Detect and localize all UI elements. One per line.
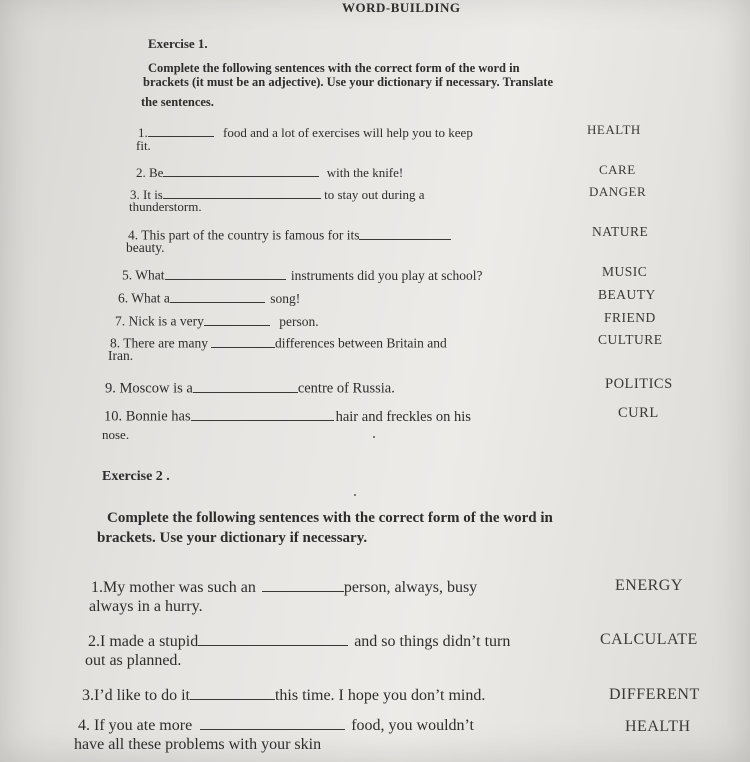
ex1-item-8-continuation: Iran.	[108, 348, 134, 363]
ex1-item-8	[110, 333, 447, 352]
ex1-item-9-number: 9. Moscow is a	[105, 380, 193, 397]
ex1-item-7-root-word: FRIEND	[604, 310, 656, 325]
ex2-item-2-root-word: CALCULATE	[600, 631, 698, 648]
exercise-1-instruction-line-2: brackets (it must be an adjective). Use your dictionary if necessary. Translate	[143, 75, 554, 89]
answer-blank[interactable]	[359, 225, 451, 240]
ex1-item-10-root-word: CURL	[618, 405, 659, 421]
ex2-item-3-text-a: 3.I’d like to do it	[82, 687, 190, 704]
ex1-item-6-number: 6. What a	[118, 290, 170, 306]
ex2-item-3-text-b: this time. I hope you don’t mind.	[274, 687, 486, 704]
answer-blank[interactable]	[198, 629, 348, 646]
answer-blank[interactable]	[211, 333, 275, 348]
ex1-item-6	[118, 288, 300, 307]
ex1-item-8-text: differences between Britain and	[274, 335, 447, 351]
ex1-item-10-text: hair and freckles on his	[335, 408, 471, 425]
ex2-item-4	[78, 713, 474, 735]
ex1-item-2-number: 2. Be	[136, 165, 164, 180]
answer-blank[interactable]	[200, 713, 345, 730]
ex2-item-4-continuation: have all these problems with your skin	[74, 736, 322, 753]
paper-speck	[373, 436, 375, 438]
exercise-1-heading: Exercise 1.	[148, 36, 208, 51]
answer-blank[interactable]	[204, 311, 270, 326]
ex2-item-4-text-a: 4. If you ate more	[78, 717, 193, 734]
ex2-item-2	[88, 629, 510, 651]
exercise-2-instruction-line-1: Complete the following sentences with the correct form of the word in	[107, 510, 553, 526]
ex1-item-2	[136, 163, 403, 181]
ex1-item-9	[105, 377, 395, 398]
ex2-item-2-text-a: 2.I made a stupid	[88, 633, 199, 650]
ex1-item-7-number: 7. Nick is a very	[115, 313, 204, 329]
ex1-item-1	[138, 123, 473, 141]
ex1-item-10-number: 10. Bonnie has	[104, 408, 191, 425]
ex1-item-1-number: 1.	[138, 125, 148, 140]
ex1-item-3-root-word: DANGER	[589, 184, 647, 199]
ex2-item-4-text-b: food, you wouldn’t	[351, 717, 474, 734]
ex2-item-1-root-word: ENERGY	[615, 577, 683, 594]
answer-blank[interactable]	[163, 163, 319, 177]
answer-blank[interactable]	[148, 123, 214, 137]
ex1-item-3-continuation: thunderstorm.	[129, 199, 202, 214]
ex1-item-5-text: instruments did you play at school?	[290, 267, 483, 283]
ex1-item-6-text: song!	[270, 290, 301, 306]
ex2-item-3	[82, 683, 485, 705]
ex2-item-1-text-b: person, always, busy	[343, 579, 478, 596]
ex1-item-4-continuation: beauty.	[126, 240, 165, 255]
answer-blank[interactable]	[165, 265, 286, 280]
ex2-item-4-root-word: HEALTH	[625, 718, 691, 735]
ex1-item-1-continuation: fit.	[136, 138, 151, 153]
paper-speck	[354, 494, 356, 496]
answer-blank[interactable]	[193, 377, 298, 393]
answer-blank[interactable]	[163, 185, 321, 199]
page-title: WORD-BUILDING	[342, 0, 461, 15]
ex2-item-2-continuation: out as planned.	[85, 652, 182, 669]
ex2-item-2-text-b: and so things didn’t turn	[354, 633, 511, 650]
ex2-item-3-root-word: DIFFERENT	[609, 686, 700, 703]
ex1-item-10-continuation: nose.	[102, 427, 130, 442]
answer-blank[interactable]	[170, 288, 265, 303]
ex1-item-10	[104, 405, 471, 426]
ex1-item-5-root-word: MUSIC	[602, 264, 648, 279]
ex2-item-1-text-a: 1.My mother was such an	[91, 579, 256, 596]
ex2-item-1	[91, 575, 477, 597]
answer-blank[interactable]	[262, 575, 344, 592]
ex1-item-8-number: 8. There are many	[110, 335, 208, 351]
ex1-item-6-root-word: BEAUTY	[598, 287, 656, 302]
ex1-item-2-text: with the knife!	[326, 165, 404, 180]
exercise-1-instruction-line-3: the sentences.	[141, 95, 214, 109]
exercise-2-instruction-line-2: brackets. Use your dictionary if necessary.	[97, 530, 368, 546]
ex1-item-1-text: food and a lot of exercises will help you to keep	[223, 125, 473, 140]
ex1-item-7	[115, 311, 319, 330]
ex1-item-9-root-word: POLITICS	[605, 376, 673, 392]
ex1-item-5	[122, 265, 482, 284]
answer-blank[interactable]	[190, 683, 275, 700]
ex1-item-3-text: to stay out during a	[324, 187, 425, 202]
exercise-2-heading: Exercise 2 .	[102, 469, 170, 484]
ex1-item-8-root-word: CULTURE	[598, 332, 663, 347]
answer-blank[interactable]	[191, 405, 334, 421]
ex1-item-5-number: 5. What	[122, 267, 165, 283]
ex1-item-3-number: 3. It is	[130, 187, 163, 202]
ex1-item-1-root-word: HEALTH	[587, 122, 641, 137]
ex1-item-7-text: person.	[279, 313, 319, 329]
ex1-item-2-root-word: CARE	[599, 162, 636, 177]
ex1-item-4-root-word: NATURE	[592, 224, 649, 239]
ex2-item-1-continuation: always in a hurry.	[89, 598, 203, 615]
ex1-item-4-text: 4. This part of the country is famous for its	[128, 227, 360, 243]
ex1-item-4	[128, 225, 451, 244]
ex1-item-9-text: centre of Russia.	[297, 380, 395, 397]
exercise-1-instruction-line-1: Complete the following sentences with the correct form of the word in	[148, 61, 520, 75]
